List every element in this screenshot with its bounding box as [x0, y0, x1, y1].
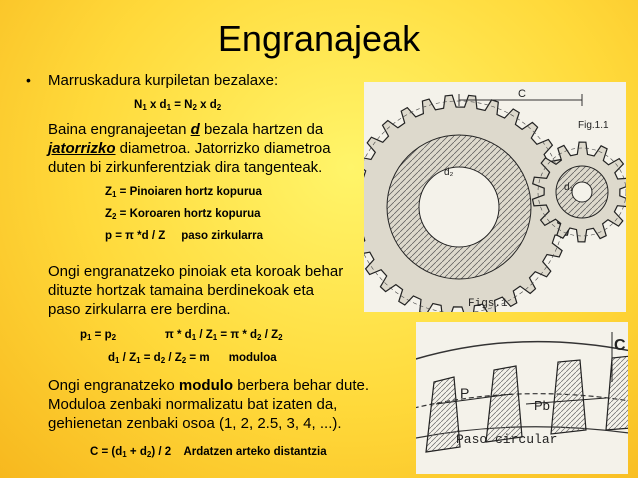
equation-n-d: $N_1$ x $d_1 = N_2$ x $d_2$: [134, 99, 222, 112]
pinion-gear-hub: [572, 182, 592, 202]
fig1-d1-label: d₁: [564, 182, 573, 193]
definition-pitch: p = π *d / Z paso zirkularra: [105, 230, 264, 242]
fig2-p-label: P: [460, 385, 470, 401]
fig2-c-label: C: [614, 337, 626, 354]
figs1-caption: Figs.1: [468, 298, 508, 310]
equation-pitch-formula: $\pi * d_1 / Z_1 = \pi * d_2 / Z_2$: [165, 329, 283, 342]
fig1-d2-label: d₂: [444, 167, 454, 178]
slide-title: Engranajeak: [217, 18, 421, 59]
definition-z1: $Z_1$ = Pinoiaren hortz kopurua: [105, 186, 262, 199]
equation-module: $d_1 / Z_1 = d_2 / Z_2 = m$ moduloa: [108, 352, 277, 365]
intro-text: Marruskadura kurpiletan bezalaxe:: [48, 72, 279, 89]
equation-pitch-equal: $p_1 = p_2$: [80, 329, 117, 342]
fig2-pb-label: Pb: [534, 398, 550, 413]
gears-figure: [364, 82, 626, 312]
tooth-profile-diagram: [416, 322, 628, 474]
bullet-icon: •: [26, 72, 31, 88]
paragraph-meshing: Ongi engranatzeko pinoiak eta koroak behar dituzte hortzak tamaina berdinekoak eta paso zirkularra ere berdina.: [48, 263, 344, 318]
definition-z2: $Z_2$ = Koroaren hortz kopurua: [105, 208, 261, 221]
equation-center-distance: $C = (d_1 + d_2) / 2$ Ardatzen arteko distantzia: [90, 446, 327, 459]
gears-diagram: [364, 82, 626, 312]
paragraph-module: Ongi engranatzeko modulo berbera behar dute. Moduloa zenbaki normalizatu bat izaten da, gehienetan zenbaki osoa (1, 2, 2.5, 3, 4, ...).: [48, 377, 370, 432]
crown-gear-hub: [419, 167, 499, 247]
tooth-profile-figure: [416, 322, 628, 474]
paragraph-pitch-diameter: Baina engranajeetan d bezala hartzen da jatorrizko diametroa. Jatorrizko diametroa duten bi zirkunferentziak dira tangenteak.: [48, 121, 331, 176]
fig2-paso-label: Paso circular: [456, 432, 558, 447]
fig1-c-label: C: [518, 88, 526, 100]
fig1-caption: Fig.1.1: [578, 120, 609, 131]
